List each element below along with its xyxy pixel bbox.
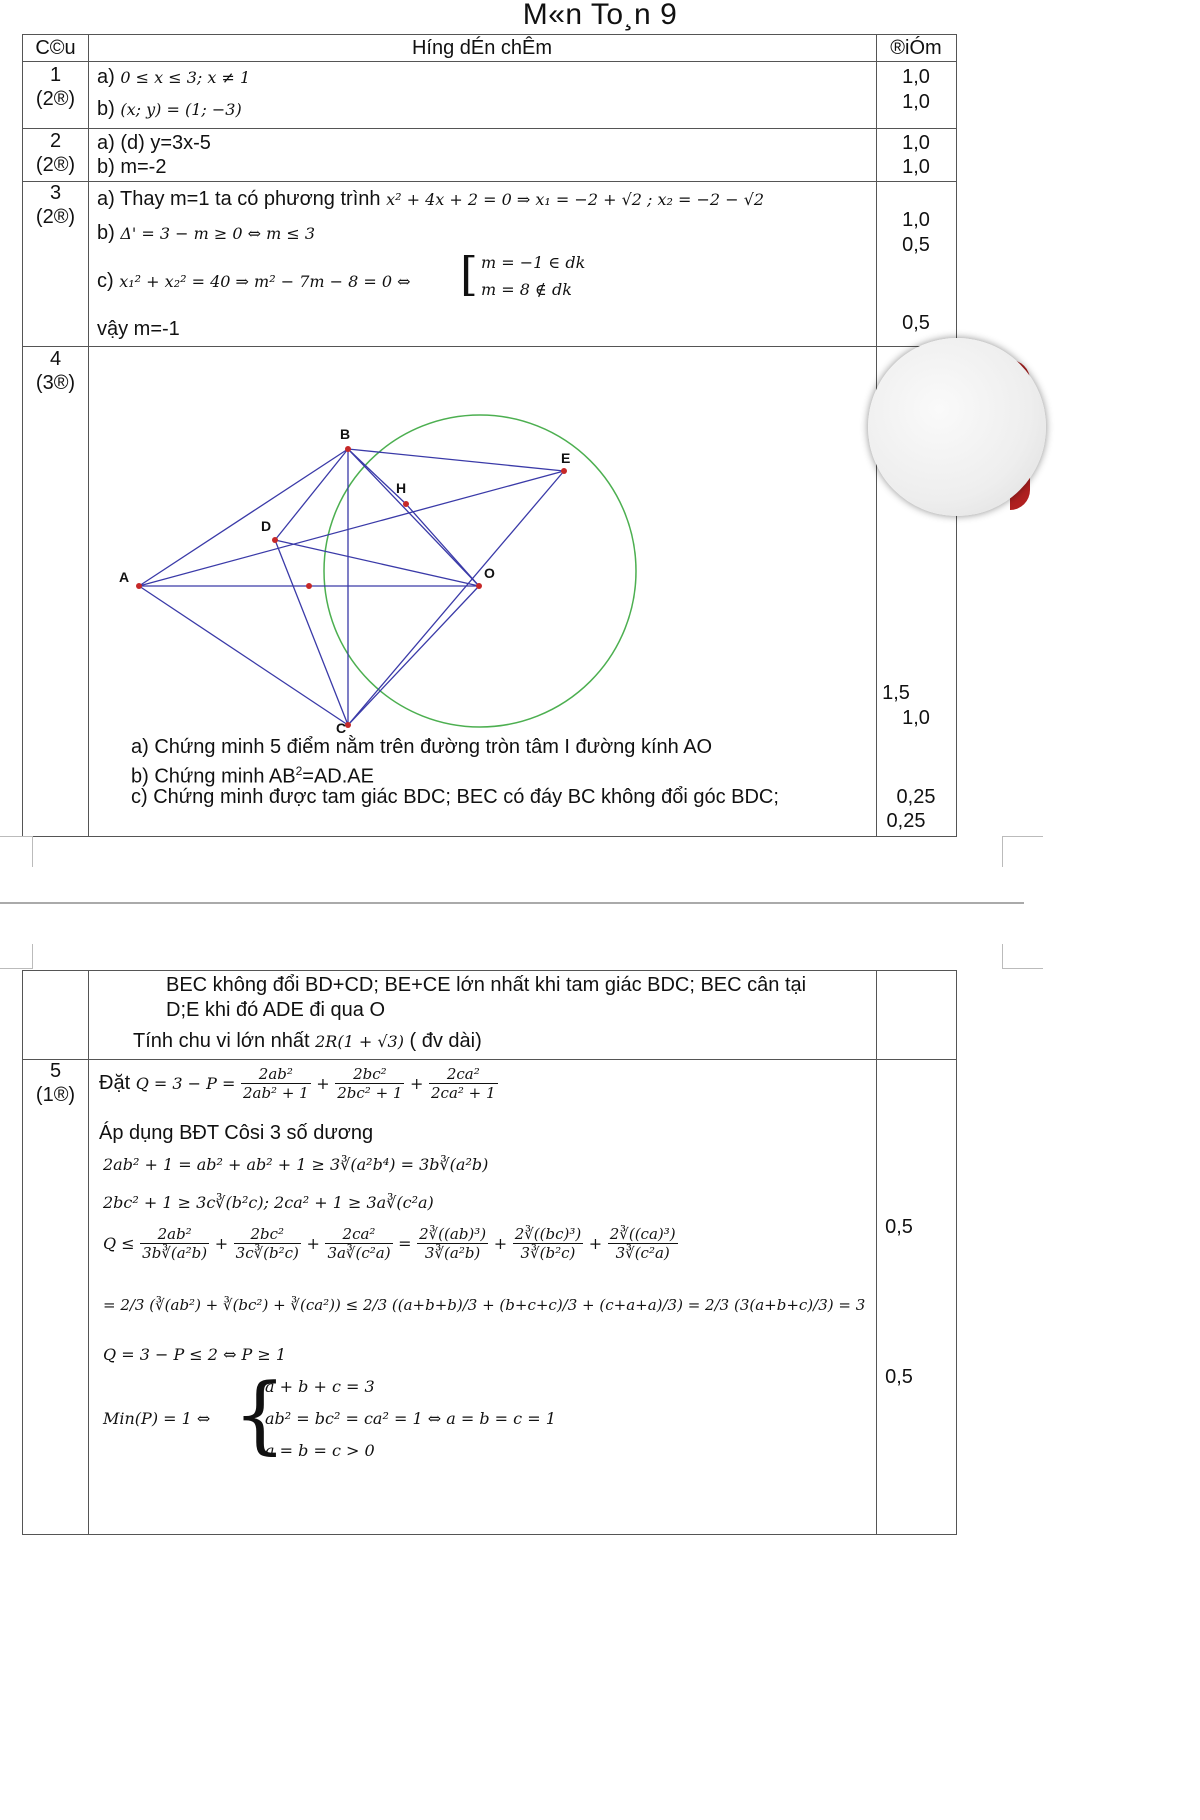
q4-cont-unit: ( đv dài) (409, 1030, 482, 1052)
q3-c-case2: m = 8 ∉ dk (481, 280, 572, 299)
q4-a: a) Chứng minh 5 điểm nằm trên đường tròn tâm I đường kính AO (131, 736, 713, 758)
q3-c-math: x₁² + x₂² = 40 ⇒ m² − 7m − 8 = 0 ⇔ (119, 272, 411, 291)
q3-number: 3 (49, 182, 62, 204)
q5-definition: Đặt Q = 3 − P = $\frac{\text{2ab²}}{\text{2ab² + 1}}$ + $\frac{\text{2bc²}}{\text{2bc² + 1}}$ + $\frac{\text{2ca²}}{\text{2ca² + 1}}$ (99, 1065, 496, 1102)
page-corner-left-bottom (0, 944, 33, 969)
q2-points-a: 1,0 (902, 132, 930, 154)
q3-b (97, 221, 315, 246)
q3-weight: (2®) (35, 206, 76, 228)
q4-points-3: 0,25 (896, 786, 936, 808)
q4-cont-line1: BEC không đổi BD+CD; BE+CE lớn nhất khi tam giác BDC; BEC cân tại (166, 974, 807, 996)
q4-cont-math: 2R(1 + √3) (315, 1032, 404, 1051)
q3-b-math: Δ' = 3 − m ≥ 0 ⇔ m ≤ 3 (120, 224, 316, 243)
q3-a-prefix: a) Thay m=1 ta có phương trình (97, 188, 381, 210)
q5-system-3: a = b = c > 0 (265, 1441, 375, 1460)
point-H (403, 501, 409, 507)
q1-b-prefix: b) (97, 98, 115, 120)
q3-a-math: x² + 4x + 2 = 0 ⇒ x₁ = −2 + √2 ; x₂ = −2 − √2 (386, 190, 765, 209)
q1-points-b: 1,0 (902, 91, 930, 113)
q3-c-prefix: c) (97, 270, 114, 292)
q2-weight: (2®) (35, 154, 76, 176)
segment-BD (275, 449, 348, 540)
point-A (136, 583, 142, 589)
q5-h3: $\frac{\text{2∛((ca)³)}}{\text{3∛(c²a)}}$ (609, 1225, 676, 1262)
q5-weight: (1®) (35, 1084, 76, 1106)
q4-cont-line3 (133, 1029, 482, 1054)
q5-line-2: 2bc² + 1 ≥ 3c∛(b²c); 2ca² + 1 ≥ 3a∛(c²a) (103, 1193, 434, 1212)
q5-g2: $\frac{\text{2bc²}}{\text{3c∛(b²c)}}$ (235, 1225, 299, 1262)
q3-a (97, 187, 764, 212)
q5-apply: Áp dụng BĐT Côsi 3 số dương (99, 1122, 374, 1144)
q3-points-1: 1,0 (902, 209, 930, 231)
segment-AE (139, 471, 564, 586)
q5-line-6: Min(P) = 1 ⇔ (103, 1409, 211, 1428)
q4-cont-line2: D;E khi đó ADE đi qua O (166, 999, 386, 1021)
q1-b (97, 97, 242, 122)
segment-BO (348, 449, 479, 586)
q3-c-case1: m = −1 ∈ dk (481, 253, 586, 272)
point-O (476, 583, 482, 589)
q3-conclusion: vậy m=-1 (97, 318, 180, 340)
point-B (345, 446, 351, 452)
page-corner-right-bottom (1002, 944, 1043, 969)
segment-BE (348, 449, 564, 471)
q5-number: 5 (49, 1060, 62, 1082)
q4-b-pre: b) Chứng minh AB (131, 765, 296, 788)
q4-points-1: 1,5 (882, 682, 910, 704)
q3-c-bracket: [ (460, 247, 478, 301)
q2-a: a) (d) y=3x-5 (97, 132, 211, 154)
segment-CE (348, 471, 564, 725)
q5-g3: $\frac{\text{2ca²}}{\text{3a∛(c²a)}}$ (327, 1225, 391, 1262)
grading-table (22, 34, 957, 837)
q5-line-4: = 2/3 (∛(ab²) + ∛(bc²) + ∛(ca²)) ≤ 2/3 ((a+b+b)/3 + (b+c+c)/3 + (c+a+a)/3) = 2/3 (3(a+b+c)/3) = 3 (103, 1296, 866, 1314)
page-corner-right-top (1002, 836, 1043, 867)
q2-b: b) m=-2 (97, 156, 167, 178)
q3-points-3: 0,5 (902, 312, 930, 334)
point-E (561, 468, 567, 474)
q1-a-math: 0 ≤ x ≤ 3; x ≠ 1 (120, 68, 251, 87)
q3-c (97, 269, 411, 294)
page-separator (0, 902, 1024, 904)
segment-HO (406, 504, 479, 586)
label-O: O (484, 565, 495, 581)
q4-b-post: =AD.AE (302, 765, 374, 788)
q4-c: c) Chứng minh được tam giác BDC; BEC có đáy BC không đổi góc BDC; (131, 786, 779, 808)
q1-points-a: 1,0 (902, 66, 930, 88)
segment-AC (139, 586, 348, 725)
point-D (272, 537, 278, 543)
q4-b-sup: 2 (295, 764, 303, 778)
q1-weight: (2®) (35, 88, 76, 110)
label-A: A (119, 569, 130, 585)
q2-number: 2 (49, 130, 62, 152)
q5-frac-1: $\frac{\text{2ab²}}{\text{2ab² + 1}}$ (242, 1065, 309, 1102)
q1-a (97, 65, 250, 90)
q5-g1: $\frac{\text{2ab²}}{\text{3b∛(a²b)}}$ (142, 1225, 208, 1262)
segment-AB (139, 449, 348, 586)
point-I (306, 583, 312, 589)
q4-points-4: 0,25 (886, 810, 926, 832)
q5-brace: { (233, 1365, 287, 1463)
q5-line-5: Q = 3 − P ≤ 2 ⇔ P ≥ 1 (103, 1345, 287, 1364)
q5-system-1: a + b + c = 3 (265, 1377, 375, 1396)
q5-dat: Đặt (99, 1071, 131, 1094)
q5-q-def: Q = 3 − P = (135, 1073, 236, 1093)
label-H: H (396, 480, 407, 496)
page-title: M«n To¸n 9 (522, 0, 678, 31)
q2-points-b: 1,0 (902, 156, 930, 178)
grading-table-continued (22, 970, 957, 1535)
header-question: C©u (35, 37, 76, 59)
q5-line-3: Q ≤ $\frac{\text{2ab²}}{\text{3b∛(a²b)}}$ + $\frac{\text{2bc²}}{\text{3c∛(b²c)}}$ + $\frac{\text{2ca²}}{\text{3a∛(c²a)}}$ = $\frac{\text{2∛((ab)³)}}{\text{3∛(a²b)}}$ + $\frac{\text{2∛((bc)³)}}{\text{3∛(b²c)}}$ + $\frac{\text{2∛((ca)³)}}{\text{3∛(c²a)}}$ (103, 1225, 676, 1262)
header-guide: Híng dÉn chÊm (411, 37, 553, 59)
header-points: ®iÓm (890, 37, 942, 59)
q5-frac-3: $\frac{\text{2ca²}}{\text{2ca² + 1}}$ (431, 1065, 496, 1102)
page-corner-left-top (0, 836, 33, 867)
q3-b-prefix: b) (97, 222, 115, 244)
segment-DO (275, 540, 479, 586)
label-E: E (561, 450, 571, 466)
geometry-figure (93, 375, 653, 736)
q4-points-2: 1,0 (902, 707, 930, 729)
q5-line-1: 2ab² + 1 = ab² + ab² + 1 ≥ 3∛(a²b⁴) = 3b∛(a²b) (103, 1155, 489, 1174)
q5-frac-2: $\frac{\text{2bc²}}{\text{2bc² + 1}}$ (337, 1065, 403, 1102)
q1-number: 1 (49, 64, 62, 86)
q5-h1: $\frac{\text{2∛((ab)³)}}{\text{3∛(a²b)}}$ (419, 1225, 487, 1262)
label-B: B (340, 426, 351, 442)
label-D: D (261, 518, 272, 534)
q4-weight: (3®) (35, 372, 76, 394)
q1-a-prefix: a) (97, 66, 115, 88)
q5-system-2: ab² = bc² = ca² = 1 ⇔ a = b = c = 1 (265, 1409, 556, 1428)
q3-points-2: 0,5 (902, 234, 930, 256)
q1-b-math: (x; y) = (1; −3) (120, 100, 242, 119)
q4-cont-text: Tính chu vi lớn nhất (133, 1030, 310, 1052)
segment-CO (348, 586, 479, 725)
floating-action-button[interactable] (868, 338, 1046, 516)
label-C: C (336, 720, 347, 736)
q5-h2: $\frac{\text{2∛((bc)³)}}{\text{3∛(b²c)}}$ (514, 1225, 582, 1262)
q4-number: 4 (49, 348, 62, 370)
q5-points-1: 0,5 (885, 1216, 913, 1238)
q5-points-2: 0,5 (885, 1366, 913, 1388)
